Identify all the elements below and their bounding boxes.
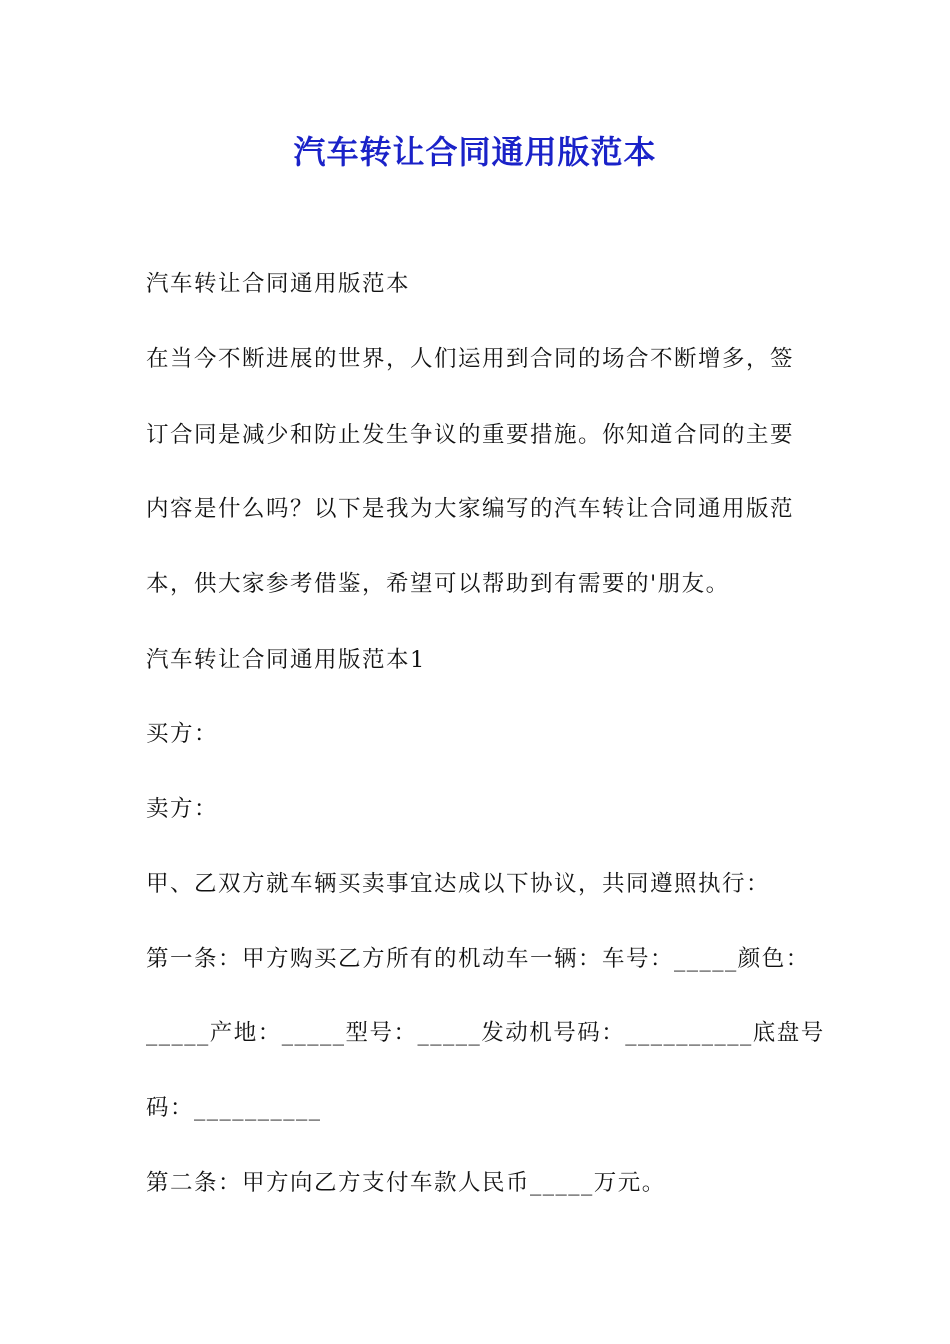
article-1-line-3: 码：__________ <box>146 1095 322 1121</box>
article-1-line-2: _____产地：_____型号：_____发动机号码：__________底盘号 <box>146 1020 825 1046</box>
article-2-line: 第二条：甲方向乙方支付车款人民币_____万元。 <box>146 1170 666 1196</box>
seller-line: 卖方： <box>146 796 219 822</box>
intro-line-1: 在当今不断进展的世界，人们运用到合同的场合不断增多，签 <box>146 346 795 372</box>
subtitle-line: 汽车转让合同通用版范本 <box>146 271 411 297</box>
article-1-line-1: 第一条：甲方购买乙方所有的机动车一辆：车号：_____颜色： <box>146 946 810 972</box>
intro-line-2: 订合同是减少和防止发生争议的重要措施。你知道合同的主要 <box>146 422 795 448</box>
agreement-line: 甲、乙双方就车辆买卖事宜达成以下协议，共同遵照执行： <box>146 871 771 897</box>
section-heading: 汽车转让合同通用版范本1 <box>146 647 426 673</box>
intro-line-4: 本，供大家参考借鉴，希望可以帮助到有需要的'朋友。 <box>146 571 730 597</box>
intro-line-3: 内容是什么吗？以下是我为大家编写的汽车转让合同通用版范 <box>146 496 795 522</box>
buyer-line: 买方： <box>146 721 219 747</box>
document-title: 汽车转让合同通用版范本 <box>293 133 657 171</box>
